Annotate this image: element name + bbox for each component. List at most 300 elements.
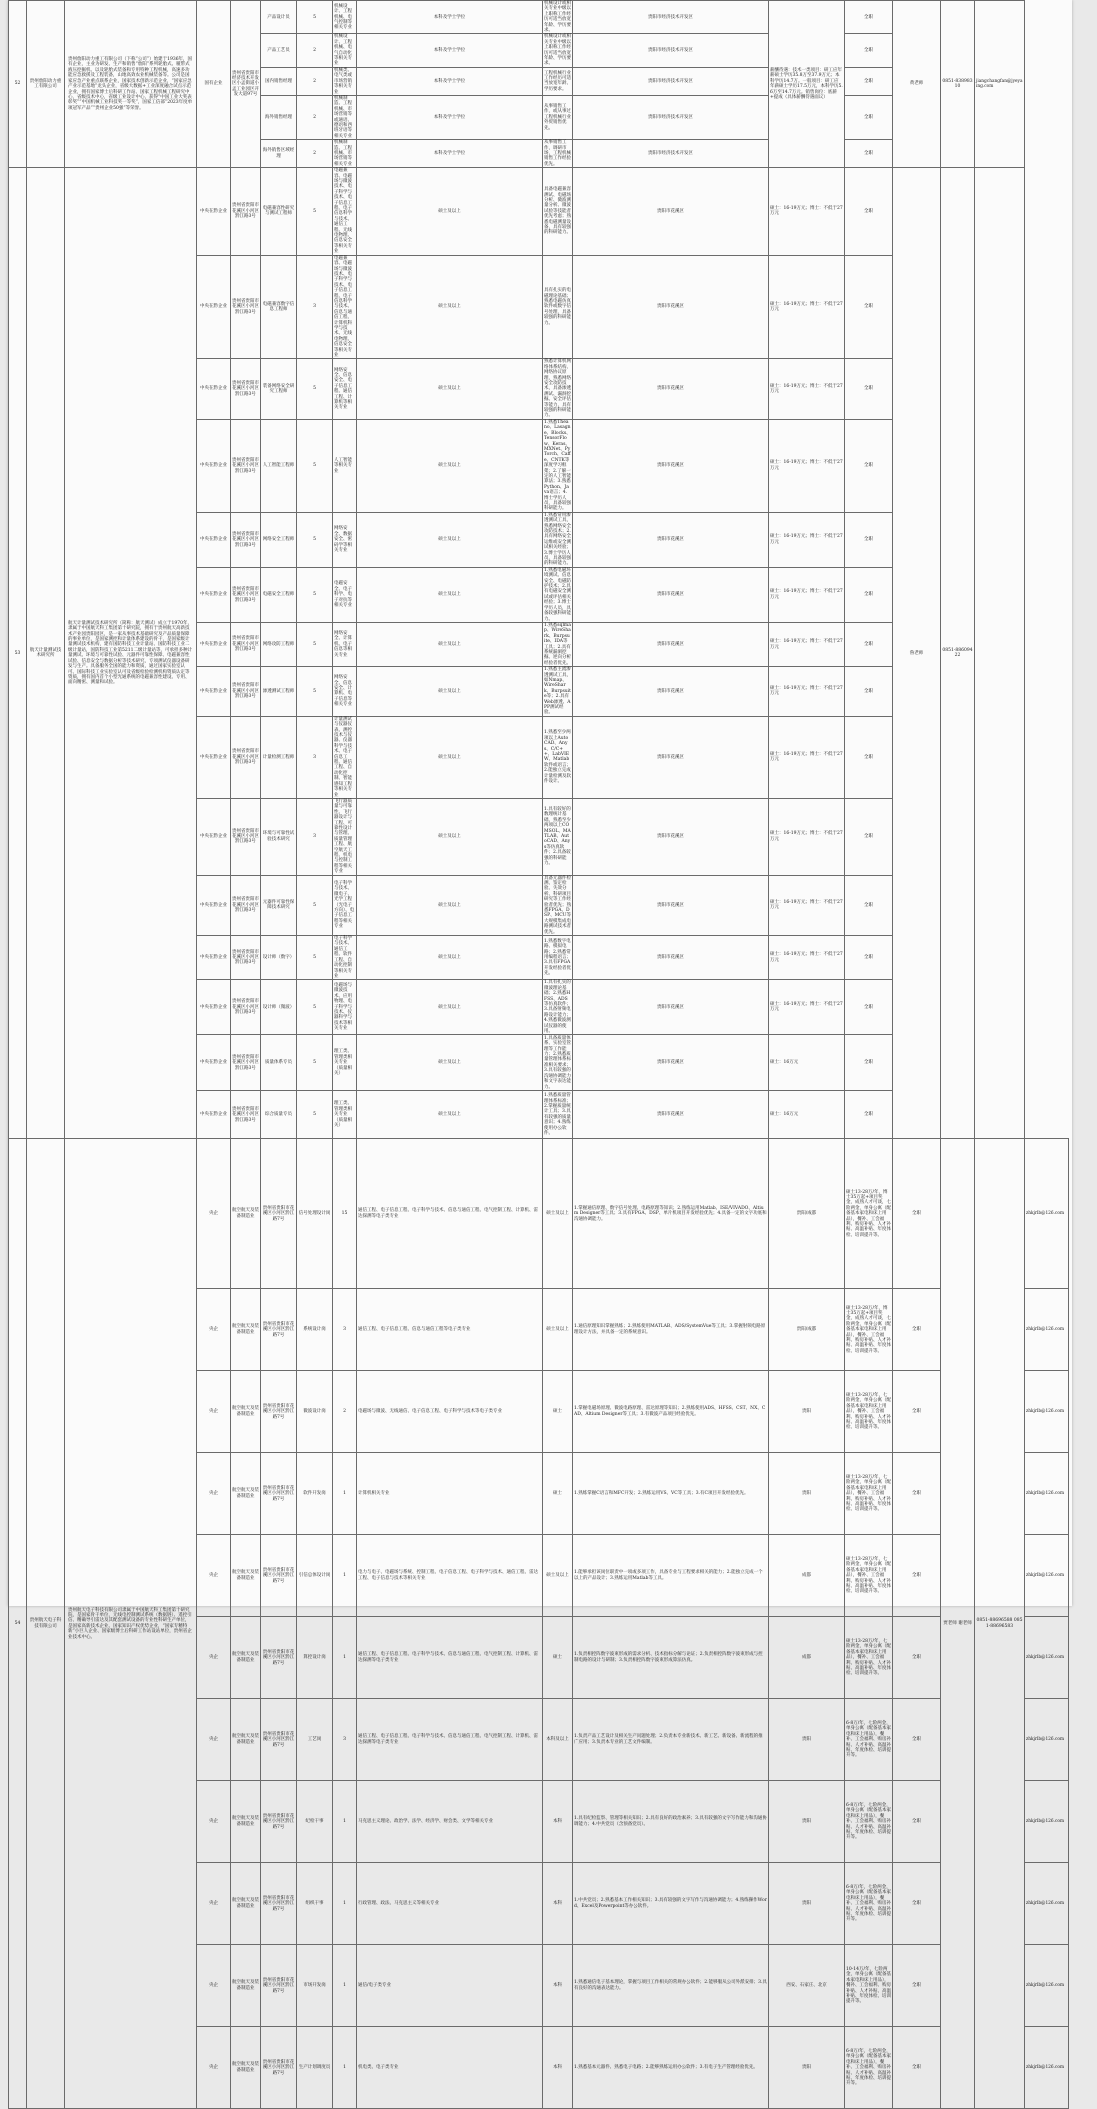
- position-education: 硕士及以上: [357, 1091, 543, 1139]
- company-type: 央企: [197, 1535, 231, 1617]
- contact-email: zhkjrlb@126.com: [1025, 2027, 1069, 2109]
- position-education: 硕士及以上: [357, 1035, 543, 1091]
- position-education: 硕士及以上: [543, 1289, 573, 1371]
- position-nature: 全职: [845, 168, 893, 256]
- position-title: 电磁兼容性研究与测试工程师: [261, 168, 297, 256]
- company-type: 中央在黔企业: [197, 419, 231, 512]
- position-title: 微波设计岗: [297, 1371, 333, 1453]
- position-major: 理工类、管理类相关专业（质量相关）: [333, 1091, 357, 1139]
- contact-phone: 0851-83898310: [941, 1, 975, 168]
- position-title: 环境与可靠性试验技术研究: [261, 798, 297, 875]
- company-industry: 航空航天及装备制造业: [231, 1453, 261, 1535]
- company-address: 贵州省贵阳市花溪区小河区黔江路3号: [231, 1091, 261, 1139]
- position-salary: 硕士：16-19万元；博士：不低于27万元: [769, 716, 845, 798]
- position-major: 机械制造、工程机械、市场营销等相关专业: [333, 140, 357, 168]
- position-count: 3: [333, 1699, 357, 1781]
- position-education: 本科: [543, 1945, 573, 2027]
- position-major: 网络安全、信息安全、计算机、电子信息等相关专业: [333, 667, 357, 717]
- company-address: 贵州省贵阳市花溪区小河区黔江路3号: [231, 419, 261, 512]
- company-address: 贵州省贵阳市花溪区小河区黔江路7号: [261, 1617, 297, 1699]
- position-major: 通信/电子类专业: [357, 1945, 543, 2027]
- position-major: 人工智能等相关专业: [333, 419, 357, 512]
- position-requirements: 1.掌握通信原理、数字信号处理、电路原理等知识；2.熟练运用Matlab、ISE/VIVADO、Altium Designer等工具；3.具有FPGA、DSP、单片机项目开发经验优先；4.具备一定的文字功底和沟通协调能力。: [573, 1139, 769, 1289]
- position-location: 贵阳市花溪区: [573, 419, 769, 512]
- position-location: 贵阳市花溪区: [573, 512, 769, 567]
- position-salary: 硕士：16-19万元；博士：不低于27万元: [769, 875, 845, 935]
- position-nature: 全职: [845, 1, 893, 34]
- position-salary: 硕士13-28万/年，七险两金，单身公寓（配备基本家电和床上用品），餐补、工会福利、购房补贴、人才补贴、高温补贴、年度体检、培训提升等。: [845, 1371, 893, 1453]
- contact-email: zhkjrlb@126.com: [1025, 1535, 1069, 1617]
- position-salary: 6-8万/年，七险两金，单身公寓（配备基本家电和床上用品），餐补、工会福利、购房补贴、人才补贴、高温补贴、年度体检、培训提升等。: [845, 1699, 893, 1781]
- contact-email: zhkjrlb@126.com: [1025, 1945, 1069, 2027]
- document-page: [8, 0, 1072, 2087]
- position-major: 飞行器质量与可靠性、飞行器设计与工程、可靠性设计与管理、质量管理工程、航空航天工程、机电与控制工程等相关专业: [333, 798, 357, 875]
- company-address: 贵州省贵阳市花溪区小河区黔江路3号: [231, 1035, 261, 1091]
- position-requirements: 1.熟悉常用渗透测试工具，熟悉网络安全攻防技术；2.具有网络安全运维或安全测试相关经验；3.博士学历人员，具备较强的科研能力。: [544, 512, 571, 567]
- company-address: 贵州省贵阳市花溪区小河区黔江路7号: [261, 1453, 297, 1535]
- position-location: 贵阳市花溪区: [573, 667, 769, 717]
- position-count: 1: [333, 1453, 357, 1535]
- company-name: 贵州詹阳动力重工有限公司: [27, 1, 65, 168]
- position-requirements: 1.具有较好的数理统计基础，熟悉至少两项以上COMSOL、MATLAB、AutoCAD、Anys等仿真软件；2.具备较强的科研能力。: [543, 798, 573, 875]
- position-title: 信号处理设计岗: [297, 1139, 333, 1289]
- position-education: 本科及学士学位: [357, 67, 543, 95]
- position-major: 电力与电子、电磁场与系统、控制工程、电子信息工程、电子科学与技术、通信工程、雷达工程、电子信息与技术等相关专业: [357, 1535, 543, 1617]
- company-type: 中央在黔企业: [197, 667, 231, 717]
- company-address: 贵州省贵阳市花溪区小河区黔江路3号: [231, 980, 261, 1035]
- company-address: 贵州省贵阳市花溪区小河区黔江路3号: [231, 512, 261, 567]
- position-count: 2: [333, 1371, 357, 1453]
- position-salary: 硕士13-28万/年，七险两金，单身公寓（配备基本家电和床上用品），餐补、工会福利、购房补贴、人才补贴、高温补贴、年度体检、培训提升等。: [845, 1617, 893, 1699]
- company-name: 贵州航天电子科技有限公司: [27, 1139, 65, 2109]
- position-salary: 硕士13-28万/年，七险两金，单身公寓（配备基本家电和床上用品），餐补、工会福利、购房补贴、人才补贴、高温补贴、年度体检、培训提升等。: [845, 1535, 893, 1617]
- position-education: 硕士: [543, 1371, 573, 1453]
- company-description: 贵州詹阳动力重工有限公司（下称“公司”）始建于1936年，国有企业，主业为研发、生产和销售“詹阳”系列轮胎式、履带式液压挖掘机、以及轮胎式装备和专用特种工程机械，高速多功能应急救援及工程装备，山地高效农业机械装备等。公司是国家应急产业重点联系企业，国家技术创新示范企业，“国家应急产业示范基地”龙头企业，省级大数据+工业深度融合试点示范企业，拥有国家博士后科研工作站、国家工程机械工程研究中心，省级技术中心，省级工业设计中心，获得“中国工业大奖表彰奖”“中国机械工业科技奖一等奖”，国家工信部“2023年度单项冠军产品”“贵州企业50强”等荣誉。: [65, 1, 197, 168]
- position-count: 1: [333, 1863, 357, 1945]
- position-count: 3: [333, 1289, 357, 1371]
- position-major: 通信工程、电子信息工程、电子科学与技术、信息与通信工程、电气控制工程、计算机、雷达探测等电子类专业: [357, 1699, 543, 1781]
- company-type: 央企: [197, 1699, 231, 1781]
- position-title: 渗透测试工程师: [261, 667, 297, 717]
- position-requirements: 机械设计或相关专业中级以上职称工作经历可适当放宽年龄、学历要求。: [544, 34, 571, 67]
- company-industry: 航空航天及装备制造业: [231, 1289, 261, 1371]
- position-title: 组织干事: [297, 1863, 333, 1945]
- position-major: 通信工程、电子信息工程、电子科学与技术、信息与通信工程、电气控制工程、计算机、雷达探测等电子类专业: [357, 1139, 543, 1289]
- company-address: 贵州省贵阳市花溪区小河区黔江路7号: [261, 1781, 297, 1863]
- position-nature: 全职: [845, 875, 893, 935]
- position-title: 海外销售经理: [261, 95, 297, 139]
- position-salary: 硕士13-28万/年，七险两金，单身公寓（配备基本家电和床上用品），餐补、工会福利、购房补贴、人才补贴、高温补贴、年度体检、培训提升等。: [845, 1453, 893, 1535]
- position-salary: 6-8万/年，七险两金，单身公寓（配备基本家电和床上用品），餐补、工会福利、购房补贴、人才补贴、高温补贴、年度体检、培训提升等。: [845, 1863, 893, 1945]
- position-education: 本科及以上: [543, 1699, 573, 1781]
- position-major: 理工类、管理类相关专业（质量相关）: [333, 1035, 357, 1091]
- company-number: 54: [9, 1139, 27, 2109]
- position-requirements: 1.熟悉Theano、Lasagne、Blocks、TensorFlow、Keras、MXNet、PyTorch、Caffe、CNTK等深度学习框架；2.了解一定的人工智能算法；3.熟悉Python、Java语言；4.博士学历人员，具备较强科研能力。: [544, 419, 571, 512]
- position-education: 硕士: [543, 1453, 573, 1535]
- position-title: 引信总体设计岗: [297, 1535, 333, 1617]
- position-title: 综合质量专员: [261, 1091, 297, 1139]
- position-major: 电子科学与技术、通信工程、软件工程、自动化控制等相关专业: [333, 936, 357, 980]
- position-requirements: 1.熟悉基本元器件、熟悉电子电路；2.能够熟练运用办公软件；3.有电子生产管理经验优先。: [573, 2027, 769, 2109]
- position-education: 硕士及以上: [357, 622, 543, 666]
- position-location: 贵阳市花溪区: [573, 255, 769, 359]
- position-location: 贵阳市花溪区: [573, 359, 769, 419]
- position-title: 人工智能工程师: [261, 419, 297, 512]
- position-count: 3: [297, 716, 333, 798]
- position-title: 质量体系专员: [261, 1035, 297, 1091]
- company-address: 贵州省贵阳市经济技术开发区小孟街道小孟工业园区开发大道97号: [231, 1, 261, 168]
- position-count: 5: [297, 980, 333, 1035]
- position-education: 硕士及以上: [357, 875, 543, 935]
- position-location: 贵阳市经济技术开发区: [573, 67, 769, 95]
- company-name: 航天计量测试技术研究所: [27, 168, 65, 1139]
- position-requirements: 1.具有纪检监察、管理等相关知识；2.具有良好的政治素养；3.具有较强的文字写作能力和沟通协调能力；4.中共党员（含预备党员）。: [573, 1781, 769, 1863]
- position-salary: 硕士：16-19万元；博士：不低于27万元: [769, 168, 845, 256]
- company-industry: 航空航天及装备制造业: [231, 1371, 261, 1453]
- position-major: 马克思主义理论、政治学、法学、经济学、财会类、文学等相关专业: [357, 1781, 543, 1863]
- company-address: 贵州省贵阳市花溪区小河区黔江路7号: [261, 1535, 297, 1617]
- position-requirements: 从事销售工作，或从事过工程机械行业外贸销售优先。: [543, 95, 573, 139]
- company-address: 贵州省贵阳市花溪区小河区黔江路7号: [261, 1139, 297, 1289]
- position-location: 贵阳市花溪区: [573, 567, 769, 622]
- position-salary: 硕士：16-19万元；博士：不低于27万元: [769, 622, 845, 666]
- position-nature: 全职: [845, 980, 893, 1035]
- position-education: 本科及学士学位: [357, 140, 543, 168]
- position-requirements: 熟悉计算机网络体系结构、网络协议原理，熟悉网络安全攻防技术，具备渗透测试、漏洞挖掘、安全评估等能力，具有较强的科研能力。: [544, 359, 571, 419]
- position-nature: 全职: [893, 1945, 941, 2027]
- position-major: 机械设计、工程机械、电气控制等相关专业: [333, 1, 357, 34]
- contact-email: zhkjrlb@126.com: [1025, 1453, 1069, 1535]
- position-title: 产品工艺员: [261, 34, 297, 67]
- position-nature: 全职: [893, 2027, 941, 2109]
- position-major: 机电类、电子类专业: [357, 2027, 543, 2109]
- position-requirements: 1.负责产品工艺设计及相关生产问题处理；2.负责本专业新技术、新工艺、新设备、新流程的推广应用；3.负责本专业的工艺文件编制。: [573, 1699, 769, 1781]
- company-industry: 航空航天及装备制造业: [231, 1535, 261, 1617]
- position-major: 电磁场与微波技术、应用物理、电子科学与技术、仪器科学与技术等相关专业: [333, 980, 357, 1035]
- company-address: 贵州省贵阳市花溪区小河区黔江路3号: [231, 255, 261, 359]
- position-title: 软件开发岗: [297, 1453, 333, 1535]
- position-requirements: 1.熟悉通信电子基本理论，掌握与项目工作相关的常规办公软件；2.能够服从公司外派安排；3.具有良好的沟通表达能力。: [573, 1945, 769, 2027]
- position-location: 贵阳市花溪区: [573, 1091, 769, 1139]
- company-address: 贵州省贵阳市花溪区小河区黔江路3号: [231, 875, 261, 935]
- position-count: 5: [297, 168, 333, 256]
- position-nature: 全职: [845, 255, 893, 359]
- company-type: 央企: [197, 2027, 231, 2109]
- position-count: 5: [297, 936, 333, 980]
- position-count: 1: [333, 1535, 357, 1617]
- position-major: 通信工程、电子信息工程、信息与通信工程等电子类专业: [357, 1289, 543, 1371]
- company-address: 贵州省贵阳市花溪区小河区黔江路3号: [231, 359, 261, 419]
- position-salary: 硕士：16-19万元；博士：不低于27万元: [769, 419, 845, 512]
- position-salary: 硕士：16-19万元；博士：不低于27万元: [769, 512, 845, 567]
- position-requirements: 1.负责相控阵数字波束形成的需求分析、技术指标分解与论证；2.负责相控阵数字波束形成与控制电路的设计与研制；3.负责相控阵数字波束形成算法仿真。: [573, 1617, 769, 1699]
- company-type: 中央在黔企业: [197, 359, 231, 419]
- company-number: 53: [9, 168, 27, 1139]
- position-education: 硕士及以上: [357, 567, 543, 622]
- position-nature: 全职: [845, 34, 893, 67]
- position-title: 纪检干事: [297, 1781, 333, 1863]
- position-title: 电磁安全工程师: [261, 567, 297, 622]
- position-education: 硕士及以上: [357, 255, 543, 359]
- company-type: 中央在黔企业: [197, 512, 231, 567]
- position-nature: 全职: [845, 716, 893, 798]
- position-requirements: 1.掌握电磁场原理、微波电路原理、雷达原理等知识；2.熟练使用ADS、HFSS、CST、NX、CAD、Altium Designer等工具；3.有微波产品项目经验优先。: [573, 1371, 769, 1453]
- position-major: 行政管理、政法、马克思主义等相关专业: [357, 1863, 543, 1945]
- position-education: 硕士及以上: [543, 1535, 573, 1617]
- position-count: 5: [297, 359, 333, 419]
- position-count: 1: [333, 2027, 357, 2109]
- position-title: 网络攻防工程师: [261, 622, 297, 666]
- position-education: 硕士及以上: [357, 798, 543, 875]
- position-requirements: 1.能够承担该岗位职责中一项或多项工作，具备专业与工程要求相关的能力；2.能独立完成一个以上的产品设计；3.熟练运用Matlab等工具。: [573, 1535, 769, 1617]
- position-salary: 硕士：16-19万元；博士：不低于27万元: [769, 255, 845, 359]
- position-count: 1: [333, 1945, 357, 2027]
- position-title: 海外销售区域经理: [261, 140, 297, 168]
- position-nature: 全职: [845, 936, 893, 980]
- position-education: 硕士及以上: [543, 1139, 573, 1289]
- position-count: 2: [297, 95, 333, 139]
- position-education: 硕士及以上: [357, 512, 543, 567]
- position-location: 贵阳市花溪区: [573, 168, 769, 256]
- position-salary: 硕士：16-19万元；博士：不低于27万元: [769, 667, 845, 717]
- company-number: 52: [9, 1, 27, 168]
- position-education: 硕士及以上: [357, 419, 543, 512]
- position-major: 网络安全、信息安全、电子信息工程、通信工程、计算机等相关专业: [333, 359, 357, 419]
- recruitment-table: [8, 0, 1097, 2109]
- position-nature: 全职: [845, 419, 893, 512]
- table-row: [9, 1139, 1097, 1289]
- position-nature: 全职: [893, 1617, 941, 1699]
- position-education: 硕士及以上: [357, 168, 543, 256]
- position-location: 贵阳市经济技术开发区: [573, 34, 769, 67]
- position-education: 本科: [543, 2027, 573, 2109]
- position-major: 计量测试与仪器仪表、测控技术与仪器、仪器科学与技术、电子信息工程、通信工程、自动化控制、智能感知工程等相关专业: [333, 716, 357, 798]
- position-location: 贵阳市花溪区: [573, 1035, 769, 1091]
- position-major: 机械类、电气类或市场营销等相关专业: [333, 67, 357, 95]
- position-nature: 全职: [893, 1699, 941, 1781]
- company-description: 航天计量测试技术研究所（简称：航天测试）成立于1970年，隶属于中国航天科工集团第十研究院，拥有于贵州航天高新技术产业园贵阳园区，是一家从事技术基础研究及产品质量保障的事业单位，是国家测控和计量体系建设的骨干，是国家级计量测试技术机构，建有国防科技工业计量站、国防科技工业二级计量站，国防科技工业第5211二级计量站等，可承担多种计量测试、环境与可靠性试验、元器件可靠性保障、电磁兼容性试验、信息安全与数据分析等技术研究，专项测试仪器设备研发与生产。具备服务全国的能力和资质，通过国家实验室认可、国际科技工业实验室认可及省级检验检测机构资质认定等资质，拥有国内首个小型光通系统的电磁兼容性建设、专用、面向精密、测量和试验。: [65, 168, 197, 1139]
- position-count: 5: [297, 875, 333, 935]
- company-type: 中央在黔企业: [197, 936, 231, 980]
- position-requirements: 具备电磁兼容测试、电磁场分析、微波测量分析、微波试验等技能者优先考虑；熟悉电磁测量设备，具有较强的科研能力。: [543, 168, 573, 256]
- position-count: 1: [333, 1617, 357, 1699]
- company-industry: 航空航天及装备制造业: [231, 1139, 261, 1289]
- position-location: 贵阳市经济技术开发区: [573, 1, 769, 34]
- position-education: 硕士及以上: [357, 980, 543, 1035]
- position-location: 贵阳: [769, 1453, 845, 1535]
- contact-email: zhkjrlb@126.com: [1025, 1699, 1069, 1781]
- position-title: 国内销售经理: [261, 67, 297, 95]
- position-location: 贵阳/成都: [769, 1289, 845, 1371]
- position-location: 贵阳/成都: [769, 1139, 845, 1289]
- contact-person: 贾老师 谢老师: [941, 1139, 975, 2109]
- position-location: 贵阳: [769, 1781, 845, 1863]
- position-salary: 6-8万/年，七险两金，单身公寓（配备基本家电和床上用品），餐补、工会福利、购房补贴、人才补贴、高温补贴、年度体检、培训提升等。: [845, 1781, 893, 1863]
- position-location: 贵阳: [769, 1371, 845, 1453]
- position-count: 5: [297, 419, 333, 512]
- position-location: 贵阳市花溪区: [573, 936, 769, 980]
- contact-email: zhkjrlb@126.com: [1025, 1139, 1069, 1289]
- position-requirements: 1.具有扎实的微波理论基础；2.熟悉HFSS、ADS等仿真软件；3.具备射频电路设计能力；4.熟悉微波测试仪器的使用。: [544, 980, 571, 1034]
- company-address: 贵州省贵阳市花溪区小河区黔江路3号: [231, 622, 261, 666]
- contact-email: jiangchangfan@jyeyaing.com: [975, 1, 1025, 168]
- company-type: 中央在黔企业: [197, 622, 231, 666]
- position-count: 5: [297, 1091, 333, 1139]
- position-location: 贵阳市花溪区: [573, 875, 769, 935]
- position-title: 产品设计员: [261, 1, 297, 34]
- company-type: 中央在黔企业: [197, 567, 231, 622]
- company-industry: 航空航天及装备制造业: [231, 1699, 261, 1781]
- position-nature: 全职: [845, 359, 893, 419]
- position-requirements: 从事销售工作，调研市场，工程机械销售工作经验优先。: [544, 140, 571, 167]
- position-education: 本科: [543, 1863, 573, 1945]
- position-nature: 全职: [845, 1035, 893, 1091]
- position-count: 3: [297, 798, 333, 875]
- contact-email: zhkjrlb@126.com: [1025, 1781, 1069, 1863]
- position-location: 西安、石家庄、北京: [769, 1945, 845, 2027]
- position-major: 计算机相关专业: [357, 1453, 543, 1535]
- company-address: 贵州省贵阳市花溪区小河区黔江路3号: [231, 168, 261, 256]
- position-salary: 硕士：16-19万元；博士：不低于27万元: [769, 980, 845, 1035]
- position-education: 硕士及以上: [357, 359, 543, 419]
- company-type: 中央在黔企业: [197, 875, 231, 935]
- position-requirements: 1.熟悉数字电路、模拟电路；2.熟悉常用编程语言；3.具有FPGA开发经验者优先。: [543, 936, 573, 980]
- table-row: [9, 1, 1097, 34]
- company-industry: 航空航天及装备制造业: [231, 1945, 261, 2027]
- company-type: 中央在黔企业: [197, 168, 231, 256]
- position-requirements: 1.中共党员；2.熟悉基本工作相关知识；3.具有较强的文字写作与沟通协调能力；4.熟练操作Word、Excel及Powerpoint等办公软件。: [573, 1863, 769, 1945]
- position-location: 贵阳: [769, 1699, 845, 1781]
- position-location: 成都: [769, 1617, 845, 1699]
- position-title: 装备网络安全研究工程师: [261, 359, 297, 419]
- position-title: 算控设计岗: [297, 1617, 333, 1699]
- company-type: 央企: [197, 1139, 231, 1289]
- position-major: 机械设计、工程机械、电气自动化等相关专业: [333, 34, 357, 67]
- position-count: 3: [297, 255, 333, 359]
- contact-phone: 0851-88696588 0851-88696583: [975, 1139, 1025, 2109]
- position-education: 硕士及以上: [357, 667, 543, 717]
- position-count: 5: [297, 512, 333, 567]
- company-address: 贵州省贵阳市花溪区小河区黔江路3号: [231, 567, 261, 622]
- position-salary: 硕士13-28万/年，博士35万起+项目奖金，成熟人才可谈，七险两金，单身公寓（配备基本家电和床上用品），餐补、工会福利、购房补贴、人才补贴、高温补贴、年度体检、培训提升等。: [845, 1139, 893, 1289]
- company-type: 中央在黔企业: [197, 1091, 231, 1139]
- position-requirements: 工程机械行业工作经历可适当放宽年龄、学历要求。: [543, 67, 573, 95]
- salary-note: 薪酬待遇：技术一类项目：研工应年薪硕士学历35.8万至37.9万元；本科学历14.7万。一般项目：研工应年薪硕士学历17.5万元，本科学历5.6万至14.7万元。销售岗位：底薪+提成（具体薪酬待遇面议）: [769, 1, 845, 168]
- position-location: 成都: [769, 1535, 845, 1617]
- company-industry: 航空航天及装备制造业: [231, 1863, 261, 1945]
- position-nature: 全职: [893, 1535, 941, 1617]
- position-salary: 10-14万/年，七险两金，单身公寓（配备基本家电和床上用品），餐补、工会福利、购房补贴、人才补贴、高温补贴、年度体检、培训提升等。: [845, 1945, 893, 2027]
- position-title: 电磁兼容数字信息工程师: [261, 255, 297, 359]
- position-location: 贵阳市花溪区: [573, 980, 769, 1035]
- position-education: 本科: [543, 1781, 573, 1863]
- position-major: 机械制造、工程机械、市场营销等或通语、德语和西班牙语等相关专业: [333, 95, 357, 139]
- position-count: 2: [297, 67, 333, 95]
- company-industry: 航空航天及装备制造业: [231, 2027, 261, 2109]
- company-description: 贵州航天电子科技有限公司隶属于中国航天科工集团第十研究院，是国家骨干单位，无线电控制测试系统（数据链）、遥控引信、精确导引雷达及其配套测试设备的专业性科研生产单位，是国家高新技术企业、国家知识产权优势企业，“国家专精特新”小巨人企业、国家级博士后科研工作站设站单位，贵州省企业技术中心。: [65, 1139, 197, 2109]
- position-requirements: 1.熟悉至少两项以上AutoCAD、Anys、C/C++、LabVIEW、Matlab软件或语言；2.能独立完成计量检测及软件设计。: [543, 716, 573, 798]
- position-count: 1: [333, 1781, 357, 1863]
- contact-email: zhkjrlb@126.com: [1025, 1863, 1069, 1945]
- company-address: 贵州省贵阳市花溪区小河区黔江路3号: [231, 936, 261, 980]
- position-location: 贵阳市花溪区: [573, 622, 769, 666]
- position-major: 通信工程、电子信息工程、电子科学与技术、信息与通信工程、电气控制工程、计算机、雷达探测等电子类专业: [357, 1617, 543, 1699]
- contact-email: zhkjrlb@126.com: [1025, 1371, 1069, 1453]
- company-type: 中央在黔企业: [197, 798, 231, 875]
- position-nature: 全职: [845, 667, 893, 717]
- position-salary: 6-8万/年，七险两金，单身公寓（配备基本家电和床上用品），餐补、工会福利、购房补贴、人才补贴、高温补贴、年度体检、培训提升等。: [845, 2027, 893, 2109]
- company-type: 央企: [197, 1453, 231, 1535]
- position-nature: 全职: [845, 512, 893, 567]
- company-type: 国有企业: [197, 1, 231, 168]
- contact-phone: 0851-88609422: [941, 168, 975, 1139]
- position-nature: 全职: [845, 95, 893, 139]
- position-nature: 全职: [845, 622, 893, 666]
- company-type: 中央在黔企业: [197, 716, 231, 798]
- position-requirements: 1.熟悉质量管理体系标准；2.掌握质量统计工具；3.具有较强的质量意识；4.熟练使用办公软件。: [543, 1091, 573, 1139]
- position-salary: 硕士：16-19万元；博士：不低于27万元: [769, 567, 845, 622]
- company-type: 央企: [197, 1371, 231, 1453]
- company-type: 央企: [197, 1863, 231, 1945]
- position-title: 元器件可靠性保障技术研究: [261, 875, 297, 935]
- contact-email: zhkjrlb@126.com: [1025, 1617, 1069, 1699]
- position-location: 贵阳市经济技术开发区: [573, 140, 769, 168]
- position-education: 本科及学士学位: [357, 34, 543, 67]
- position-education: 本科及学士学位: [357, 1, 543, 34]
- position-salary: 硕士：16-19万元；博士：不低于27万元: [769, 359, 845, 419]
- position-title: 设计师（微波）: [261, 980, 297, 1035]
- position-title: 市场开发岗: [297, 1945, 333, 2027]
- position-salary: 硕士：16-19万元；博士：不低于27万元: [769, 936, 845, 980]
- position-nature: 全职: [845, 1091, 893, 1139]
- position-count: 15: [333, 1139, 357, 1289]
- position-count: 5: [297, 622, 333, 666]
- position-nature: 全职: [845, 140, 893, 168]
- position-education: 硕士: [543, 1617, 573, 1699]
- position-nature: 全职: [845, 798, 893, 875]
- position-title: 系统设计岗: [297, 1289, 333, 1371]
- position-location: 贵阳市花溪区: [573, 798, 769, 875]
- position-title: 网络安全工程师: [261, 512, 297, 567]
- position-nature: 全职: [845, 567, 893, 622]
- position-requirements: 1.熟悉电磁环境测试、信息安全、电磁防护技术；2.具有电磁安全测试或评估相关经验；3.博士学历人员，具备较强科研能力。: [544, 567, 571, 622]
- company-type: 央企: [197, 1617, 231, 1699]
- company-address: 贵州省贵阳市花溪区小河区黔江路3号: [231, 716, 261, 798]
- position-salary: 硕士：16万元: [769, 1035, 845, 1091]
- position-title: 计量检测工程师: [261, 716, 297, 798]
- position-major: 电磁安全、电子科学、电子对抗等相关专业: [333, 567, 357, 622]
- position-count: 2: [297, 140, 333, 168]
- company-address: 贵州省贵阳市花溪区小河区黔江路7号: [261, 1371, 297, 1453]
- position-salary: 硕士：16万元: [769, 1091, 845, 1139]
- company-address: 贵州省贵阳市花溪区小河区黔江路3号: [231, 667, 261, 717]
- position-nature: 全职: [893, 1289, 941, 1371]
- position-requirements: 具备元器件检测、鉴定检验、失效分析、科研项目研究等工作经验者优先；熟悉FPGA、DSP、MCU等大规模集成电路测试技术者优先。: [544, 875, 571, 935]
- position-nature: 全职: [893, 1863, 941, 1945]
- position-nature: 全职: [893, 1139, 941, 1289]
- position-salary: 硕士：16-19万元；博士：不低于27万元: [769, 798, 845, 875]
- position-count: 5: [297, 667, 333, 717]
- position-major: 电子科学与技术、微电子、光学工程（光电子方向）、电子信息工程等相关专业: [333, 875, 357, 935]
- position-education: 硕士及以上: [357, 936, 543, 980]
- position-nature: 全职: [893, 1453, 941, 1535]
- company-address: 贵州省贵阳市花溪区小河区黔江路7号: [261, 2027, 297, 2109]
- position-requirements: 1.通信原理知识掌握熟练；2.熟练使用MATLAB、ADS/SystemVue等工具；3.掌握射频电路原理设计方法，并具备一定的系统意识。: [573, 1289, 769, 1371]
- company-industry: 航空航天及装备制造业: [231, 1617, 261, 1699]
- position-title: 生产计划调度员: [297, 2027, 333, 2109]
- position-requirements: 1.具备质量体系、实验室管理等工作能力；2.熟悉质量管理体系标准相关要求；3.具有较强的沟通协调能力和文字表达能力。: [544, 1035, 571, 1090]
- position-salary: 硕士13-28万/年，博士35万起+项目奖金，成熟人才可谈，七险两金，单身公寓（配备基本家电和床上用品），餐补、工会福利、购房补贴、人才补贴、高温补贴、年度体检、培训提升等。: [845, 1289, 893, 1371]
